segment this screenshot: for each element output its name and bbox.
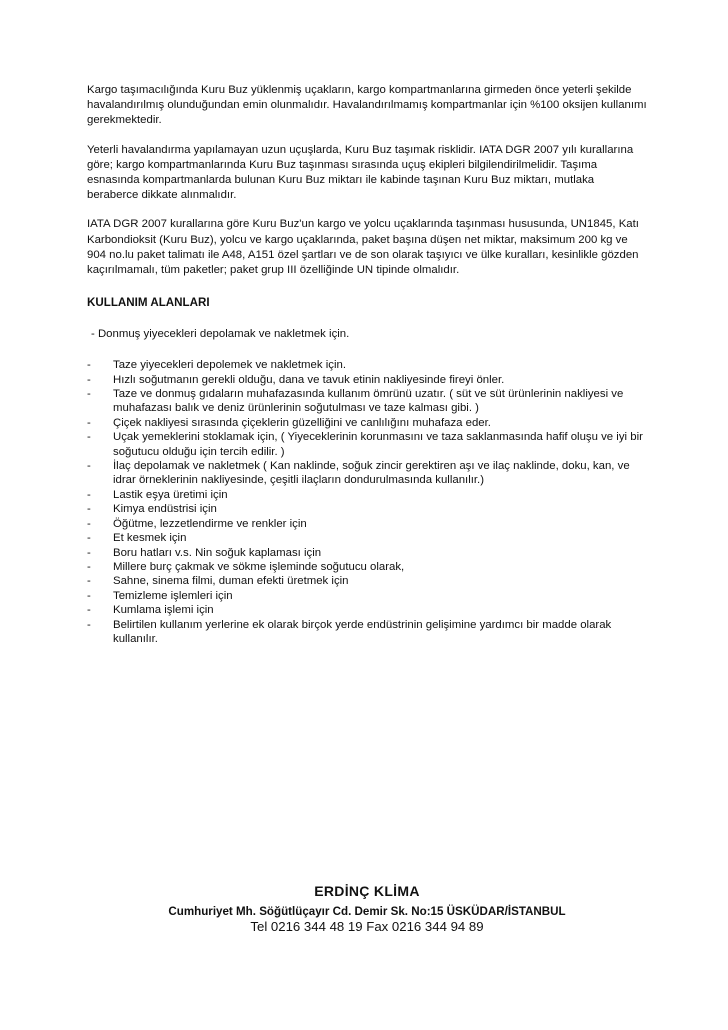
bullet-dash: - <box>87 546 91 559</box>
bullet-dash: - <box>87 618 91 631</box>
usage-list <box>87 358 647 646</box>
list-item <box>87 574 647 588</box>
bullet-dash: - <box>87 388 91 401</box>
list-item-text: İlaç depolamak ve nakletmek ( Kan naklinde, soğuk zincir gerektiren aşı ve ilaç naklinde, doku, kan, ve idrar örneklerinin nakliyesinde, çeşitli ilaçların dondurulmasında kullanılır.) <box>113 460 630 487</box>
list-item-text: Taze ve donmuş gıdaların muhafazasında kullanım ömrünü uzatır. ( süt ve süt ürünlerinin nakliyesi ve muhafazası balık ve deniz ürünlerinin soğutulması ve taze kalması gibi. ) <box>113 388 624 415</box>
list-item-text: Sahne, sinema filmi, duman efekti üretmek için <box>113 575 349 588</box>
list-item-text: Belirtilen kullanım yerlerine ek olarak birçok yerde endüstrinin gelişimine yardımcı bir madde olarak kullanılır. <box>113 618 612 645</box>
list-item-text: Öğütme, lezzetlendirme ve renkler için <box>113 517 307 530</box>
frozen-food-item: - Donmuş yiyecekleri depolamak ve nakletmek için. <box>91 328 350 341</box>
list-item <box>87 603 647 617</box>
list-item-text: Kimya endüstrisi için <box>113 503 217 516</box>
bullet-dash: - <box>87 416 91 429</box>
list-item-text: Kumlama işlemi için <box>113 604 214 617</box>
bullet-dash: - <box>87 604 91 617</box>
paragraph-iata-rules: IATA DGR 2007 kurallarına göre Kuru Buz'un kargo ve yolcu uçaklarında taşınması hususunda, UN1845, Katı Karbondioksit (Kuru Buz), yolcu ve kargo uçaklarında, paket başına düşen net miktar, maksimum 200 kg ve 904 no.lu paket talimatı ile A48, A151 özel şartları ve de son olarak taşıyıcı ve ülke kuralları, kesinlikle gözden kaçırılmamalı, tüm paketler; paket grup III özelliğinde UN tipinde olmalıdır. <box>87 218 639 277</box>
list-item-text: Uçak yemeklerini stoklamak için, ( Yiyeceklerinin korunmasını ve taza saklanmasında hafif oluşu ve iyi bir soğutucu olduğu için tercih edilir. ) <box>113 431 643 458</box>
list-item <box>87 358 647 372</box>
list-item <box>87 618 647 647</box>
list-item-text: Boru hatları v.s. Nin soğuk kaplaması için <box>113 546 322 559</box>
company-phone: Tel 0216 344 48 19 Fax 0216 344 94 89 <box>250 919 484 934</box>
company-name: ERDİNÇ KLİMA <box>314 883 420 899</box>
list-item <box>87 502 647 516</box>
list-item <box>87 488 647 502</box>
paragraph-long-flights: Yeterli havalandırma yapılamayan uzun uçuşlarda, Kuru Buz taşımak risklidir. IATA DGR 2007 yılı kurallarına göre; kargo kompartmanlarında Kuru Buz taşınması sırasında uçuş ekipleri bilgilendirilmelidir. Taşıma esnasında kompartmanlarda bulunan Kuru Buz miktarı ile kabinde taşınan Kuru Buz miktarı, mutlaka beraberce dikkate alınmalıdır. <box>87 143 634 202</box>
bullet-dash: - <box>87 589 91 602</box>
company-address: Cumhuriyet Mh. Söğütlüçayır Cd. Demir Sk. No:15 ÜSKÜDAR/İSTANBUL <box>168 905 566 918</box>
bullet-dash: - <box>87 503 91 516</box>
bullet-dash: - <box>87 560 91 573</box>
bullet-dash: - <box>87 359 91 372</box>
bullet-dash: - <box>87 488 91 501</box>
list-item-text: Taze yiyecekleri depolemek ve nakletmek için. <box>113 359 346 372</box>
bullet-dash: - <box>87 373 91 386</box>
paragraph-ventilation: Kargo taşımacılığında Kuru Buz yüklenmiş uçakların, kargo kompartmanlarına girmeden önce yeterli şekilde havalandırılmış olunduğundan emin olunmalıdır. Havalandırılmamış kompartmanlar için %100 oksijen kullanımı gerekmektedir. <box>87 84 647 127</box>
list-item-text: Lastik eşya üretimi için <box>113 488 228 501</box>
list-item <box>87 373 647 387</box>
list-item <box>87 589 647 603</box>
list-item-text: Temizleme işlemleri için <box>113 589 233 602</box>
section-heading: KULLANIM ALANLARI <box>87 296 210 310</box>
list-item-text: Çiçek nakliyesi sırasında çiçeklerin güzelliğini ve canlılığını muhafaza eder. <box>113 416 491 429</box>
list-item <box>87 560 647 574</box>
list-item-text: Hızlı soğutmanın gerekli olduğu, dana ve tavuk etinin nakliyesinde fireyi önler. <box>113 373 505 386</box>
list-item <box>87 546 647 560</box>
list-item <box>87 430 647 459</box>
list-item <box>87 531 647 545</box>
list-item <box>87 459 647 488</box>
bullet-dash: - <box>87 575 91 588</box>
list-item-text: Millere burç çakmak ve sökme işleminde soğutucu olarak, <box>113 560 405 573</box>
list-item <box>87 416 647 430</box>
bullet-dash: - <box>87 517 91 530</box>
document-body <box>87 83 647 646</box>
list-item-text: Et kesmek için <box>113 532 187 545</box>
list-item <box>87 517 647 531</box>
list-item <box>87 387 647 416</box>
bullet-dash: - <box>87 431 91 444</box>
bullet-dash: - <box>87 460 91 473</box>
bullet-dash: - <box>87 532 91 545</box>
